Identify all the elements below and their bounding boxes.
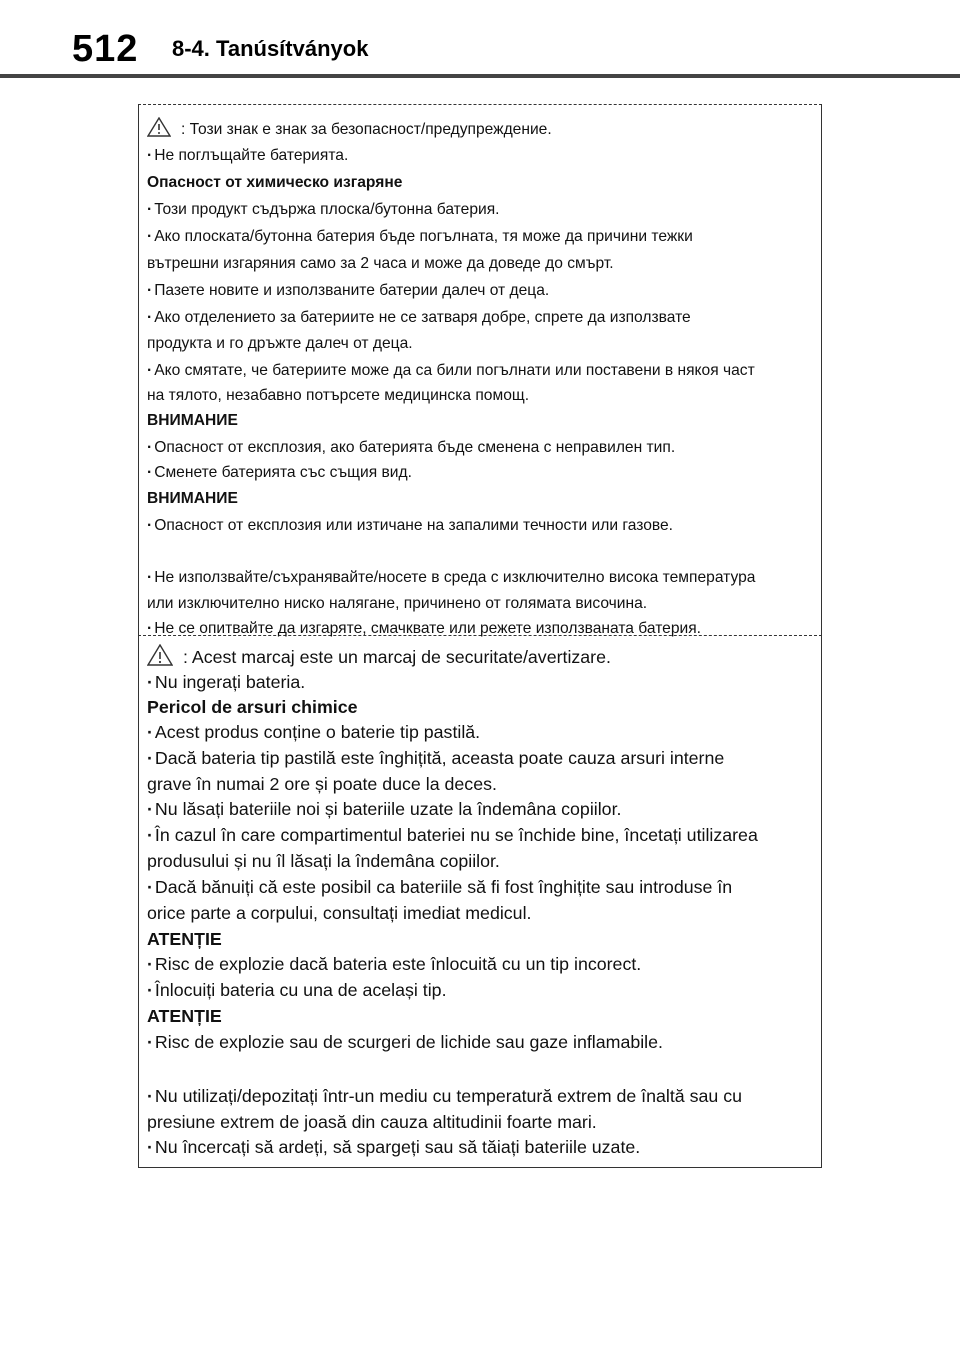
list-item-continuation: на тялото, незабавно потърсете медицинска помощ.: [147, 387, 530, 404]
list-item: · Опасност от експлозия, ако батерията бъде сменена с неправилен тип.: [147, 439, 675, 457]
list-item: · Înlocuiți bateria cu una de același tip.: [147, 980, 447, 1001]
warning-line: [147, 117, 552, 142]
list-item: · Acest produs conține o baterie tip pastilă.: [147, 722, 480, 743]
warning-triangle-icon: [147, 644, 173, 671]
page-header: [0, 0, 960, 76]
notice-romanian: [138, 636, 822, 1168]
list-item: · Dacă bănuiți că este posibil ca bateriile să fi fost înghițite sau introduse în: [147, 877, 732, 898]
list-item-continuation: вътрешни изгаряния само за 2 часа и може да доведе до смърт.: [147, 255, 614, 272]
warning-line: [147, 644, 611, 671]
list-item-continuation: produsului și nu îl lăsați la îndemâna copiilor.: [147, 851, 500, 871]
list-item: · Опасност от експлозия или изтичане на запалими течности или газове.: [147, 517, 673, 535]
section-title: 8-4. Tanúsítványok: [172, 36, 369, 61]
list-item: · Не поглъщайте батерията.: [147, 147, 348, 165]
list-item: · Nu încercați să ardeți, să spargeți sau să tăiați bateriile uzate.: [147, 1137, 640, 1158]
section-heading: ATENȚIE: [147, 929, 222, 949]
list-item: · Ако отделението за батериите не се затваря добре, спрете да използвате: [147, 309, 691, 327]
list-item-continuation: продукта и го дръжте далеч от деца.: [147, 335, 413, 352]
header-rule: [0, 74, 960, 78]
section-heading: ATENȚIE: [147, 1006, 222, 1026]
list-item-continuation: или изключително ниско налягане, причинено от голямата височина.: [147, 595, 648, 612]
list-item: · Ако плоската/бутонна батерия бъде погълната, тя може да причини тежки: [147, 228, 693, 246]
list-item: · Dacă bateria tip pastilă este înghițită, aceasta poate cauza arsuri interne: [147, 748, 724, 769]
list-item-continuation: grave în numai 2 ore și poate duce la deces.: [147, 774, 497, 794]
notice-bulgarian: [138, 104, 822, 636]
list-item: · Този продукт съдържа плоска/бутонна батерия.: [147, 201, 499, 219]
list-item: · Сменете батерията със същия вид.: [147, 464, 412, 482]
section-heading: ВНИМАНИЕ: [147, 490, 238, 507]
list-item: · Ако смятате, че батериите може да са били погълнати или поставени в някоя част: [147, 362, 755, 380]
list-item: · Пазете новите и използваните батерии далеч от деца.: [147, 282, 549, 300]
list-item: · Risc de explozie sau de scurgeri de lichide sau gaze inflamabile.: [147, 1032, 663, 1053]
page-number: 512: [72, 28, 139, 70]
list-item: · Не използвайте/съхранявайте/носете в среда с изключително висока температура: [147, 569, 755, 587]
section-heading: Опасност от химическо изгаряне: [147, 174, 403, 191]
list-item-continuation: presiune extrem de joasă din cauza altitudinii foarte mari.: [147, 1112, 597, 1132]
list-item: · Nu lăsați bateriile noi și bateriile uzate la îndemâna copiilor.: [147, 799, 621, 820]
list-item-continuation: orice parte a corpului, consultați imediat medicul.: [147, 903, 532, 923]
warning-text: : Този знак е знак за безопасност/предупреждение.: [181, 121, 552, 138]
list-item: · În cazul în care compartimentul bateriei nu se închide bine, încetați utilizarea: [147, 825, 758, 846]
list-item: · Nu ingerați bateria.: [147, 672, 305, 693]
section-heading: ВНИМАНИЕ: [147, 412, 238, 429]
list-item: · Risc de explozie dacă bateria este înlocuită cu un tip incorect.: [147, 954, 641, 975]
list-item: · Nu utilizați/depozitați într-un mediu cu temperatură extrem de înaltă sau cu: [147, 1086, 742, 1107]
warning-text: : Acest marcaj este un marcaj de securitate/avertizare.: [183, 647, 611, 667]
warning-triangle-icon: [147, 117, 171, 142]
list-item: · Не се опитвайте да изгаряте, смачквате или режете използваната батерия.: [147, 620, 701, 638]
section-heading: Pericol de arsuri chimice: [147, 697, 358, 717]
